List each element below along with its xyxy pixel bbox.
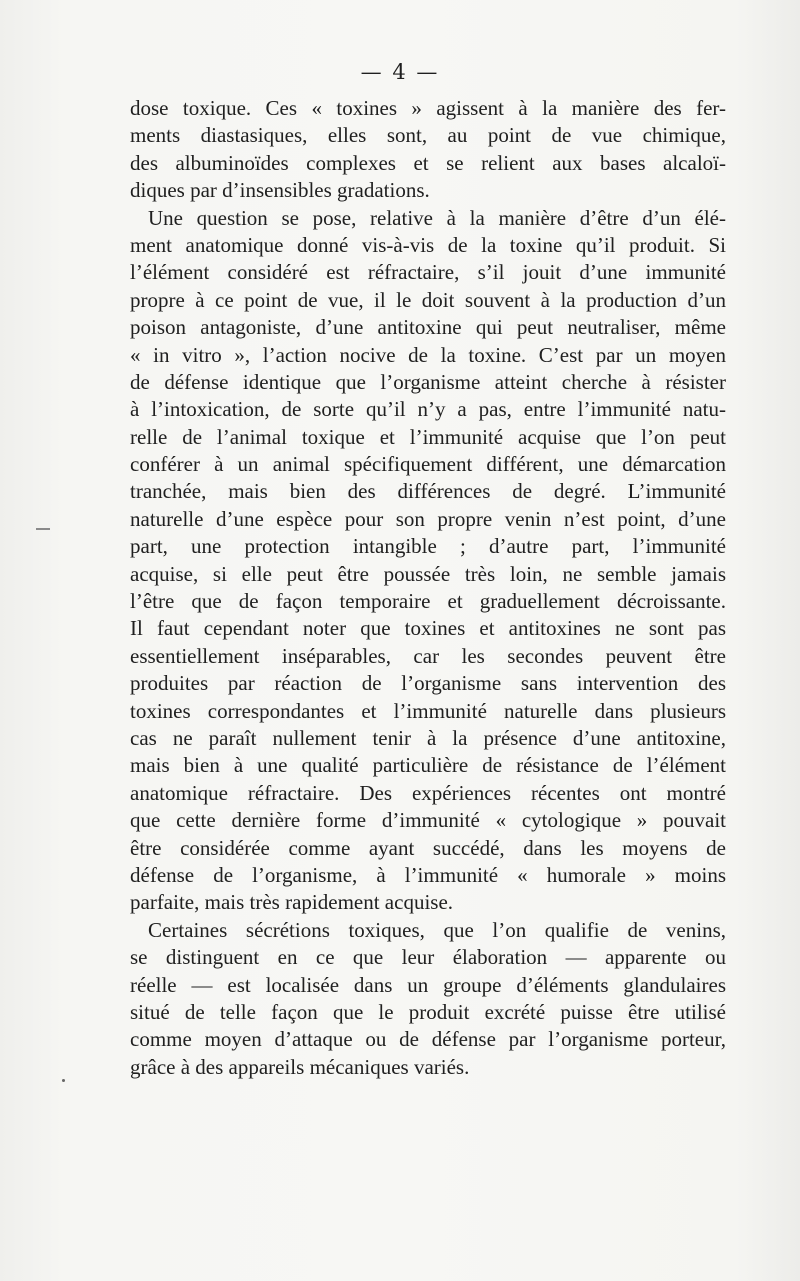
text-line: anatomique réfractaire. Des expériences récentes ont montré: [130, 780, 726, 805]
text-line: grâce à des appareils mécaniques variés.: [130, 1054, 470, 1079]
text-line: comme moyen d’attaque ou de défense par l’organisme porteur,: [130, 1027, 726, 1052]
text-line: diques par d’insensibles gradations.: [130, 178, 430, 203]
paragraph-1: [130, 95, 726, 205]
paragraph-2: [130, 205, 726, 917]
text-line: toxines correspondantes et l’immunité naturelle dans plusieurs: [130, 698, 726, 723]
text-line: part, une protection intangible ; d’autre part, l’immunité: [130, 534, 726, 559]
text-line: situé de telle façon que le produit excrété puisse être utilisé: [130, 999, 726, 1024]
text-line: de défense identique que l’organisme atteint cherche à résister: [130, 369, 726, 394]
text-line: Il faut cependant noter que toxines et antitoxines ne sont pas: [130, 616, 726, 641]
text-line: « in vitro », l’action nocive de la toxine. C’est par un moyen: [130, 342, 726, 367]
body-text: [130, 95, 726, 1081]
text-line: naturelle d’une espèce pour son propre venin n’est point, d’une: [130, 506, 726, 531]
text-line: parfaite, mais très rapidement acquise.: [130, 890, 454, 915]
text-line: des albuminoïdes complexes et se relient aux bases alcaloï-: [130, 150, 726, 175]
margin-dash-mark: [36, 528, 50, 530]
text-line: l’être que de façon temporaire et graduellement décroissante.: [130, 589, 726, 614]
text-line: ments diastasiques, elles sont, au point de vue chimique,: [130, 123, 726, 148]
text-line: tranchée, mais bien des différences de degré. L’immunité: [130, 479, 726, 504]
text-line: dose toxique. Ces « toxines » agissent à la manière des fer-: [130, 96, 726, 120]
text-line: mais bien à une qualité particulière de résistance de l’élément: [130, 753, 726, 778]
page-number: — 4 —: [360, 60, 440, 84]
text-line: que cette dernière forme d’immunité « cytologique » pouvait: [130, 808, 726, 833]
text-line: poison antagoniste, d’une antitoxine qui peut neutraliser, même: [130, 315, 726, 340]
margin-dot-mark: [62, 1079, 65, 1082]
text-line: relle de l’animal toxique et l’immunité acquise que l’on peut: [130, 424, 726, 449]
text-line: propre à ce point de vue, il le doit souvent à la production d’un: [130, 287, 726, 312]
text-line: l’élément considéré est réfractaire, s’il jouit d’une immunité: [130, 260, 726, 285]
text-line: Une question se pose, relative à la manière d’être d’un élé-: [148, 205, 726, 230]
text-line: conférer à un animal spécifiquement différent, une démarcation: [130, 452, 726, 477]
text-line: défense de l’organisme, à l’immunité « humorale » moins: [130, 862, 726, 887]
text-line: Certaines sécrétions toxiques, que l’on qualifie de venins,: [148, 917, 726, 942]
text-line: se distinguent en ce que leur élaboration — apparente ou: [130, 945, 726, 970]
text-line: acquise, si elle peut être poussée très loin, ne semble jamais: [130, 561, 726, 586]
text-line: être considérée comme ayant succédé, dans les moyens de: [130, 835, 726, 860]
text-line: à l’intoxication, de sorte qu’il n’y a pas, entre l’immunité natu-: [130, 397, 726, 422]
text-line: réelle — est localisée dans un groupe d’éléments glandulaires: [130, 972, 726, 997]
text-line: essentiellement inséparables, car les secondes peuvent être: [130, 643, 726, 668]
text-line: cas ne paraît nullement tenir à la présence d’une antitoxine,: [130, 725, 726, 750]
text-line: produites par réaction de l’organisme sans intervention des: [130, 671, 726, 696]
paragraph-3: [130, 917, 726, 1081]
text-line: ment anatomique donné vis-à-vis de la toxine qu’il produit. Si: [130, 232, 726, 257]
